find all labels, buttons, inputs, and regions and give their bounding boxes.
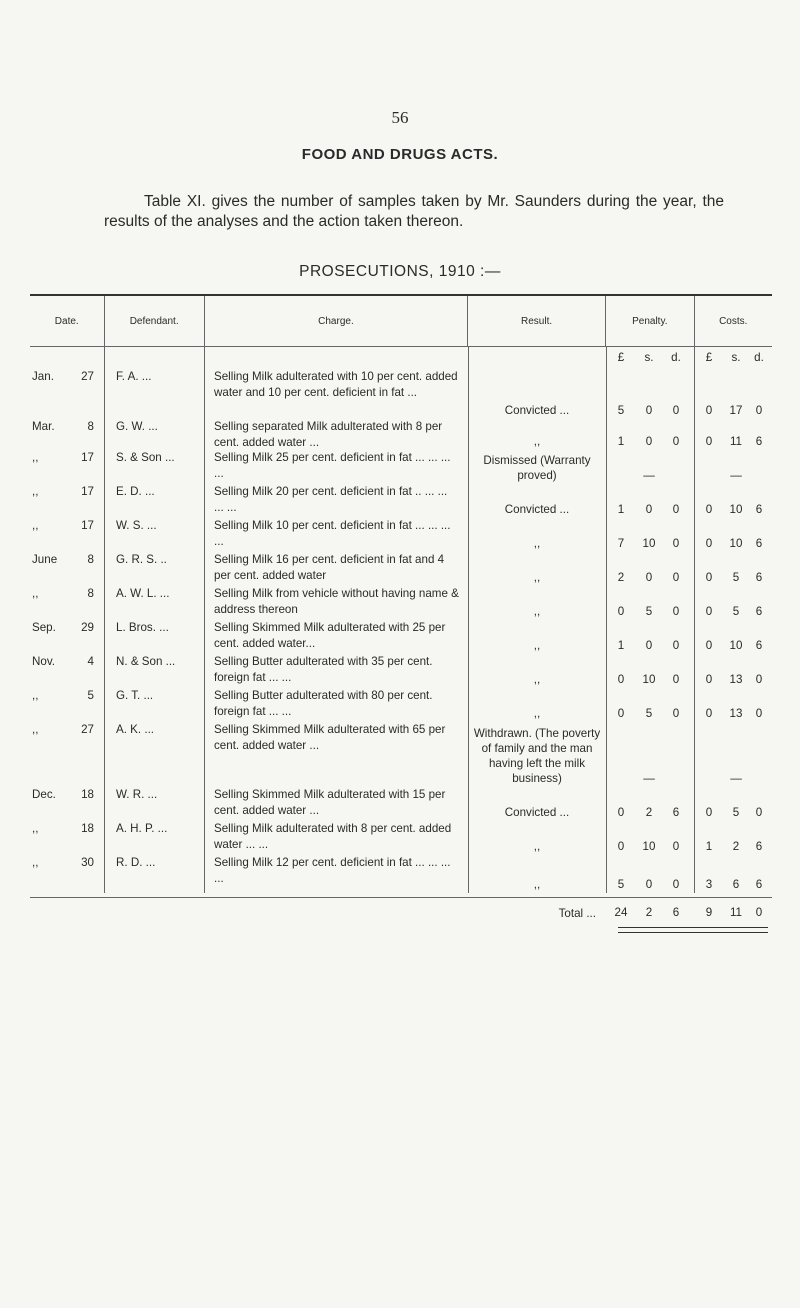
- row-day: 29: [81, 621, 94, 634]
- costs-shillings: 5: [732, 806, 740, 819]
- row-date: [30, 722, 104, 738]
- penalty-shillings: 0: [645, 404, 653, 417]
- row-defendant: S. & Son ...: [116, 451, 175, 464]
- row-result: ,,: [533, 605, 541, 618]
- costs-shillings: 5: [732, 571, 740, 584]
- penalty-shillings: 0: [645, 435, 653, 448]
- costs-shillings: 2: [732, 840, 740, 853]
- penalty-pounds: [606, 468, 636, 484]
- row-defendant: W. S. ...: [116, 519, 157, 532]
- row-date: [30, 369, 104, 385]
- costs-pounds: 0: [705, 806, 713, 819]
- row-month: Nov.: [32, 655, 55, 668]
- penalty-pounds: 0: [617, 806, 625, 819]
- row-date: [30, 620, 104, 636]
- costs-pounds: 0: [705, 673, 713, 686]
- row-month: ,,: [32, 689, 39, 702]
- row-defendant: E. D. ...: [116, 485, 155, 498]
- penalty-pence: 0: [672, 605, 680, 618]
- row-penalty: [606, 536, 694, 552]
- row-defendant: G. T. ...: [116, 689, 154, 702]
- row-charge: Selling Skimmed Milk adulterated with 25 per cent. added water...: [214, 621, 446, 650]
- row-costs: [694, 706, 772, 722]
- table-row: [30, 654, 772, 688]
- row-date: [30, 484, 104, 500]
- row-costs: [694, 805, 772, 821]
- penalty-pounds: [606, 771, 636, 787]
- table-row: [30, 518, 772, 552]
- costs-shillings: 6: [732, 878, 740, 891]
- row-costs: [694, 403, 772, 419]
- row-charge: Selling Milk from vehicle without having name & address thereon: [214, 587, 459, 616]
- costs-pounds: 0: [705, 537, 713, 550]
- row-day: 18: [81, 788, 94, 801]
- intro-paragraph: Table XI. gives the number of samples taken by Mr. Saunders during the year, the results of the analyses and the action taken thereon.: [104, 193, 724, 230]
- row-day: 17: [81, 451, 94, 464]
- row-day: 8: [87, 553, 94, 566]
- page-title: FOOD AND DRUGS ACTS.: [301, 146, 499, 163]
- row-penalty: [606, 403, 694, 419]
- row-defendant: N. & Son ...: [116, 655, 176, 668]
- row-date: [30, 419, 104, 435]
- table-row: [30, 419, 772, 450]
- penalty-shillings: 2: [645, 806, 653, 819]
- row-day: 27: [81, 370, 94, 383]
- row-result: ,,: [533, 639, 541, 652]
- penalty-pounds: 5: [617, 404, 625, 417]
- row-costs: [694, 502, 772, 518]
- penalty-pence: 6: [672, 806, 680, 819]
- row-date: [30, 855, 104, 871]
- costs-pence: 6: [755, 537, 763, 550]
- header-charge: Charge.: [205, 296, 468, 346]
- header-costs: Costs.: [719, 315, 748, 327]
- row-day: 8: [87, 587, 94, 600]
- row-penalty: [606, 468, 694, 484]
- row-penalty: [606, 805, 694, 821]
- table-row: [30, 552, 772, 586]
- penalty-pence: 0: [672, 503, 680, 516]
- penalty-shillings: —: [643, 469, 655, 482]
- penalty-pence: 0: [672, 673, 680, 686]
- total-costs-pence: 0: [755, 906, 763, 919]
- prosecutions-table: [30, 294, 772, 928]
- costs-shillings: 5: [732, 605, 740, 618]
- row-result: Convicted ...: [504, 806, 570, 819]
- total-costs-pounds: 9: [705, 906, 713, 919]
- total-penalty-pounds: 24: [614, 906, 628, 919]
- table-row: [30, 586, 772, 620]
- row-result: Convicted ...: [504, 503, 570, 516]
- penalty-shillings: 10: [642, 673, 656, 686]
- table-row: [30, 484, 772, 518]
- row-result: Dismissed (Warranty proved): [483, 454, 591, 482]
- costs-shillings: 11: [729, 435, 743, 448]
- row-date: [30, 688, 104, 704]
- row-charge: Selling Butter adulterated with 35 per cent. foreign fat ... ...: [214, 655, 433, 684]
- costs-shillings: —: [730, 469, 742, 482]
- costs-pence: 6: [755, 571, 763, 584]
- row-result: ,,: [533, 707, 541, 720]
- costs-unit-shillings: s.: [731, 351, 741, 364]
- row-date: [30, 518, 104, 534]
- costs-shillings: —: [730, 772, 742, 785]
- penalty-pence: 0: [672, 707, 680, 720]
- penalty-unit-pence: d.: [671, 351, 681, 364]
- costs-pounds: 0: [705, 435, 713, 448]
- row-month: ,,: [32, 587, 39, 600]
- row-penalty: [606, 502, 694, 518]
- row-charge: Selling Milk 10 per cent. deficient in fat ... ... ... ...: [214, 519, 451, 548]
- penalty-pence: [662, 468, 690, 484]
- costs-pounds: [694, 468, 724, 484]
- row-defendant: F. A. ...: [116, 370, 152, 383]
- table-row: [30, 450, 772, 484]
- table-row: [30, 369, 772, 419]
- penalty-pounds: 1: [617, 435, 625, 448]
- table-header: [30, 296, 772, 347]
- penalty-pounds: 0: [617, 673, 625, 686]
- row-defendant: W. R. ...: [116, 788, 158, 801]
- row-costs: [694, 604, 772, 620]
- costs-pounds: 0: [705, 605, 713, 618]
- row-date: [30, 821, 104, 837]
- row-penalty: [606, 771, 694, 787]
- row-costs: [694, 570, 772, 586]
- row-charge: Selling separated Milk adulterated with 8 per cent. added water ...: [214, 420, 443, 449]
- costs-shillings: 10: [729, 537, 743, 550]
- row-defendant: L. Bros. ...: [116, 621, 169, 634]
- total-penalty: [606, 905, 694, 921]
- penalty-shillings: 0: [645, 503, 653, 516]
- row-month: ,,: [32, 856, 39, 869]
- row-month: ,,: [32, 723, 39, 736]
- total-row: [30, 897, 772, 928]
- row-costs: [694, 638, 772, 654]
- table-row: [30, 688, 772, 722]
- row-penalty: [606, 672, 694, 688]
- row-result: ,,: [533, 840, 541, 853]
- row-month: ,,: [32, 485, 39, 498]
- row-result: ,,: [533, 571, 541, 584]
- table-row: [30, 787, 772, 821]
- row-defendant: G. R. S. ..: [116, 553, 167, 566]
- costs-pounds: 0: [705, 503, 713, 516]
- row-defendant: A. K. ...: [116, 723, 155, 736]
- table-row: [30, 855, 772, 893]
- row-date: [30, 787, 104, 803]
- row-costs: [694, 839, 772, 855]
- row-date: [30, 586, 104, 602]
- penalty-pence: [662, 771, 690, 787]
- row-month: ,,: [32, 519, 39, 532]
- row-penalty: [606, 877, 694, 893]
- penalty-pence: 0: [672, 639, 680, 652]
- costs-unit-pence: d.: [754, 351, 764, 364]
- penalty-pounds: 0: [617, 605, 625, 618]
- costs-pounds: 0: [705, 707, 713, 720]
- table-row: [30, 821, 772, 855]
- penalty-pounds: 5: [617, 878, 625, 891]
- penalty-pounds: 1: [617, 639, 625, 652]
- row-penalty: [606, 434, 694, 450]
- penalty-pence: 0: [672, 840, 680, 853]
- row-result: ,,: [533, 878, 541, 891]
- costs-shillings: 13: [729, 673, 743, 686]
- row-penalty: [606, 604, 694, 620]
- costs-pence: [748, 771, 770, 787]
- row-day: 30: [81, 856, 94, 869]
- penalty-pence: 0: [672, 537, 680, 550]
- penalty-pounds: 7: [617, 537, 625, 550]
- total-costs-shillings: 11: [729, 906, 743, 919]
- row-charge: Selling Skimmed Milk adulterated with 15 per cent. added water ...: [214, 788, 446, 817]
- header-defendant: Defendant.: [105, 296, 205, 346]
- row-penalty: [606, 839, 694, 855]
- row-result: ,,: [533, 537, 541, 550]
- costs-shillings: 10: [729, 503, 743, 516]
- row-penalty: [606, 706, 694, 722]
- row-day: 8: [87, 420, 94, 433]
- row-penalty: [606, 570, 694, 586]
- total-label: Total ...: [558, 906, 596, 920]
- penalty-shillings: 10: [642, 840, 656, 853]
- penalty-pounds: 0: [617, 707, 625, 720]
- row-charge: Selling Milk 16 per cent. deficient in fat and 4 per cent. added water: [214, 553, 445, 582]
- row-day: 27: [81, 723, 94, 736]
- row-result: Withdrawn. (The poverty of family and the man having left the milk business): [473, 727, 601, 785]
- costs-pounds: 0: [705, 639, 713, 652]
- total-costs: [694, 905, 772, 921]
- costs-pence: 6: [755, 878, 763, 891]
- row-costs: [694, 672, 772, 688]
- penalty-pence: 0: [672, 878, 680, 891]
- row-date: [30, 450, 104, 466]
- costs-pence: 6: [755, 605, 763, 618]
- penalty-shillings: 0: [645, 639, 653, 652]
- costs-shillings: 13: [729, 707, 743, 720]
- row-defendant: A. H. P. ...: [116, 822, 168, 835]
- penalty-pounds: 2: [617, 571, 625, 584]
- row-month: Jan.: [32, 370, 54, 383]
- row-defendant: A. W. L. ...: [116, 587, 170, 600]
- costs-pence: 6: [755, 639, 763, 652]
- row-day: 17: [81, 519, 94, 532]
- row-charge: Selling Milk adulterated with 8 per cent. added water ... ...: [214, 822, 452, 851]
- costs-pounds: 0: [705, 571, 713, 584]
- costs-pence: 0: [755, 673, 763, 686]
- row-costs: [694, 536, 772, 552]
- costs-shillings: 17: [729, 404, 743, 417]
- costs-shillings: 10: [729, 639, 743, 652]
- header-penalty: Penalty.: [606, 296, 694, 346]
- header-result: Result.: [468, 296, 606, 346]
- costs-pounds: 0: [705, 404, 713, 417]
- costs-pence: [748, 468, 770, 484]
- row-day: 18: [81, 822, 94, 835]
- row-charge: Selling Skimmed Milk adulterated with 65 per cent. added water ...: [214, 723, 446, 752]
- table-row: [30, 722, 772, 787]
- row-costs: [694, 877, 772, 893]
- table-title: PROSECUTIONS, 1910 :—: [299, 263, 501, 280]
- row-month: June: [32, 553, 58, 566]
- row-charge: Selling Milk 12 per cent. deficient in fat ... ... ... ...: [214, 856, 451, 885]
- row-month: Mar.: [32, 420, 55, 433]
- row-charge: Selling Milk adulterated with 10 per cent. added water and 10 per cent. deficient in fat ...: [214, 370, 458, 399]
- penalty-shillings: 0: [645, 571, 653, 584]
- row-costs: [694, 468, 772, 484]
- penalty-shillings: 5: [645, 605, 653, 618]
- table-body: [30, 347, 772, 893]
- costs-pence: 0: [755, 806, 763, 819]
- row-charge: Selling Butter adulterated with 80 per cent. foreign fat ... ...: [214, 689, 433, 718]
- costs-pounds: 3: [705, 878, 713, 891]
- row-date: [30, 552, 104, 568]
- costs-pence: 6: [755, 840, 763, 853]
- row-date: [30, 654, 104, 670]
- row-result: ,,: [533, 435, 541, 448]
- row-result: ,,: [533, 673, 541, 686]
- costs-pounds: 1: [705, 840, 713, 853]
- penalty-pence: 0: [672, 571, 680, 584]
- costs-unit-pounds: £: [705, 351, 713, 364]
- row-charge: Selling Milk 20 per cent. deficient in fat .. ... ... ... ...: [214, 485, 448, 514]
- total-penalty-pence: 6: [672, 906, 680, 919]
- costs-pence: 0: [755, 707, 763, 720]
- header-date: Date.: [30, 296, 105, 346]
- penalty-shillings: 5: [645, 707, 653, 720]
- row-day: 4: [87, 655, 94, 668]
- penalty-pounds: 0: [617, 840, 625, 853]
- costs-pounds: [694, 771, 724, 787]
- row-month: Sep.: [32, 621, 56, 634]
- table-row: [30, 620, 772, 654]
- penalty-shillings: 10: [642, 537, 656, 550]
- row-month: Dec.: [32, 788, 56, 801]
- penalty-shillings: 0: [645, 878, 653, 891]
- row-costs: [694, 434, 772, 450]
- penalty-unit-shillings: s.: [644, 351, 654, 364]
- row-day: 17: [81, 485, 94, 498]
- costs-pence: 6: [755, 435, 763, 448]
- row-result: Convicted ...: [504, 404, 570, 417]
- penalty-pounds: 1: [617, 503, 625, 516]
- costs-pence: 0: [755, 404, 763, 417]
- row-day: 5: [87, 689, 94, 702]
- penalty-shillings: —: [643, 772, 655, 785]
- penalty-pence: 0: [672, 404, 680, 417]
- row-charge: Selling Milk 25 per cent. deficient in fat ... ... ... ...: [214, 451, 451, 480]
- double-underline: [618, 927, 768, 933]
- costs-pence: 6: [755, 503, 763, 516]
- total-penalty-shillings: 2: [645, 906, 653, 919]
- row-defendant: G. W. ...: [116, 420, 158, 433]
- row-month: ,,: [32, 822, 39, 835]
- row-defendant: R. D. ...: [116, 856, 156, 869]
- currency-units: [30, 347, 772, 369]
- row-penalty: [606, 638, 694, 654]
- row-costs: [694, 771, 772, 787]
- penalty-pence: 0: [672, 435, 680, 448]
- row-month: ,,: [32, 451, 39, 464]
- penalty-unit-pounds: £: [617, 351, 625, 364]
- page-number: 56: [391, 108, 409, 127]
